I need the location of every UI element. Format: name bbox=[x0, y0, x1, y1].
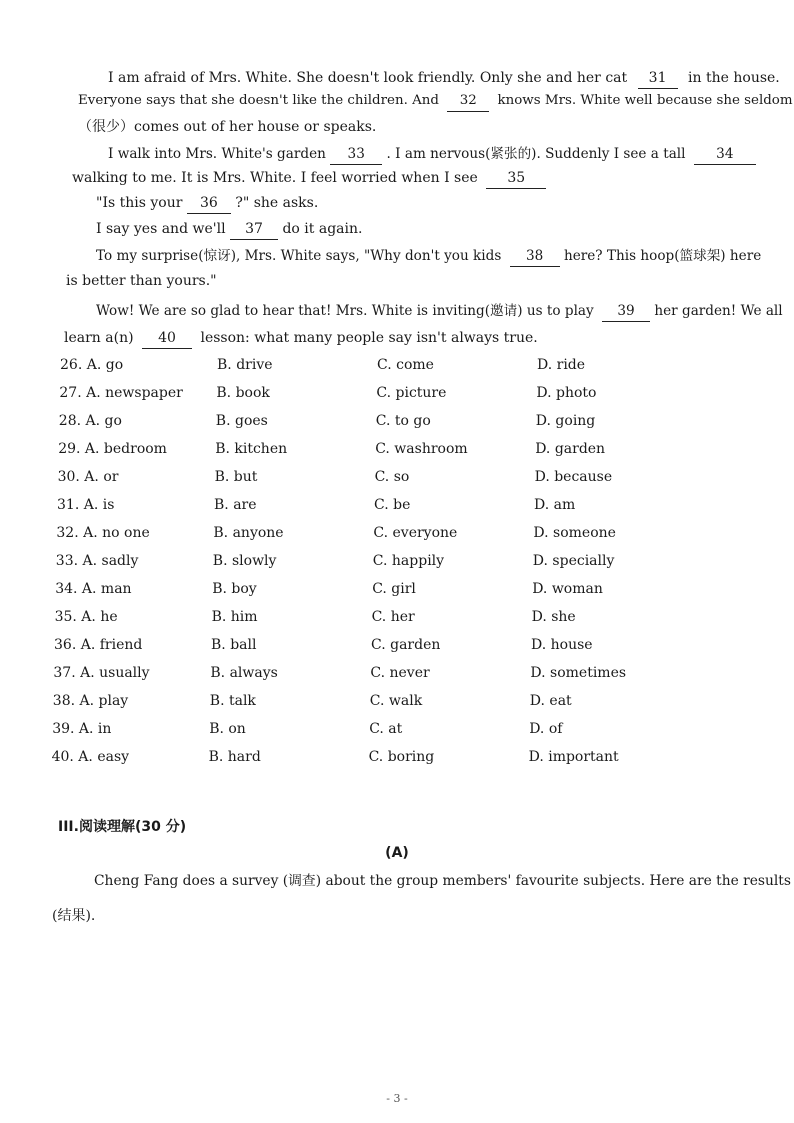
blank-34: 34 bbox=[694, 144, 756, 165]
option-c: C. picture bbox=[376, 385, 447, 401]
option-c: C. happily bbox=[372, 553, 445, 569]
option-a: 28. A. go bbox=[58, 413, 122, 429]
question-row bbox=[0, 553, 794, 575]
option-d: D. photo bbox=[536, 385, 597, 401]
option-c: C. washroom bbox=[375, 441, 468, 457]
option-d: D. of bbox=[529, 721, 563, 737]
option-c: C. be bbox=[374, 497, 411, 513]
option-a: 36. A. friend bbox=[54, 637, 143, 653]
option-b: B. on bbox=[209, 721, 246, 737]
question-row bbox=[0, 581, 794, 603]
passage-line-8: To my surprise(惊讶), Mrs. White says, "Why don't you kids 38 here? This hoop(篮球架) here bbox=[96, 246, 761, 267]
passage-line-6: "Is this your 36 ?" she asks. bbox=[96, 193, 318, 214]
option-a: 32. A. no one bbox=[56, 525, 150, 541]
blank-40: 40 bbox=[142, 328, 192, 349]
passage-line-7: I say yes and we'll 37 do it again. bbox=[96, 219, 362, 240]
option-a: 40. A. easy bbox=[51, 749, 130, 765]
option-a: 26. A. go bbox=[60, 357, 124, 373]
option-d: D. specially bbox=[532, 553, 615, 569]
passage-line-9: is better than yours." bbox=[66, 273, 217, 289]
option-c: C. at bbox=[369, 721, 403, 737]
question-row bbox=[0, 749, 794, 771]
option-c: C. come bbox=[377, 357, 434, 373]
option-c: C. boring bbox=[368, 749, 435, 765]
passage-line-2: Everyone says that she doesn't like the children. And 32 knows Mrs. White well because she seldom bbox=[78, 91, 793, 112]
option-d: D. because bbox=[534, 469, 613, 485]
option-b: B. hard bbox=[208, 749, 261, 765]
option-a: 38. A. play bbox=[52, 693, 129, 709]
question-row bbox=[0, 693, 794, 715]
question-row bbox=[0, 665, 794, 687]
option-a: 27. A. newspaper bbox=[59, 385, 183, 401]
passage-line-11: learn a(n) 40 lesson: what many people say isn't always true. bbox=[64, 328, 538, 349]
reading-line-2: (结果). bbox=[52, 908, 96, 924]
question-row bbox=[0, 357, 794, 379]
option-d: D. she bbox=[531, 609, 576, 625]
option-a: 29. A. bedroom bbox=[58, 441, 167, 457]
question-row bbox=[0, 413, 794, 435]
option-b: B. ball bbox=[211, 637, 257, 653]
passage-line-5: walking to me. It is Mrs. White. I feel worried when I see 35 bbox=[72, 168, 546, 189]
option-d: D. garden bbox=[535, 441, 606, 457]
option-d: D. going bbox=[535, 413, 596, 429]
option-a: 31. A. is bbox=[57, 497, 115, 513]
option-c: C. walk bbox=[369, 693, 423, 709]
option-c: C. everyone bbox=[373, 525, 458, 541]
option-c: C. her bbox=[371, 609, 415, 625]
option-b: B. talk bbox=[209, 693, 256, 709]
blank-38: 38 bbox=[510, 246, 560, 267]
option-b: B. him bbox=[211, 609, 258, 625]
question-row bbox=[0, 609, 794, 631]
option-b: B. book bbox=[216, 385, 270, 401]
section-heading: III.阅读理解(30 分) bbox=[58, 819, 187, 835]
option-c: C. so bbox=[374, 469, 410, 485]
question-row bbox=[0, 525, 794, 547]
blank-39: 39 bbox=[602, 301, 650, 322]
option-b: B. slowly bbox=[212, 553, 277, 569]
passage-line-10: Wow! We are so glad to hear that! Mrs. White is inviting(邀请) us to play 39 her garden! We all bbox=[96, 301, 783, 322]
option-a: 34. A. man bbox=[55, 581, 132, 597]
option-a: 35. A. he bbox=[54, 609, 118, 625]
option-b: B. are bbox=[214, 497, 257, 513]
passage-line-4: I walk into Mrs. White's garden 33 . I am nervous(紧张的). Suddenly I see a tall 34 bbox=[108, 144, 756, 165]
option-d: D. eat bbox=[529, 693, 572, 709]
passage-line-3: （很少）comes out of her house or speaks. bbox=[78, 119, 377, 135]
option-b: B. anyone bbox=[213, 525, 284, 541]
passage-line-1: I am afraid of Mrs. White. She doesn't look friendly. Only she and her cat 31 in the house. bbox=[108, 68, 780, 89]
blank-36: 36 bbox=[187, 193, 231, 214]
option-c: C. to go bbox=[375, 413, 431, 429]
option-d: D. house bbox=[531, 637, 593, 653]
reading-line-1: Cheng Fang does a survey (调查) about the group members' favourite subjects. Here are the results bbox=[94, 873, 791, 889]
option-d: D. am bbox=[534, 497, 576, 513]
question-row bbox=[0, 385, 794, 407]
option-a: 33. A. sadly bbox=[55, 553, 139, 569]
option-d: D. important bbox=[528, 749, 619, 765]
question-row bbox=[0, 497, 794, 519]
option-a: 37. A. usually bbox=[53, 665, 150, 681]
option-b: B. goes bbox=[215, 413, 268, 429]
blank-33: 33 bbox=[330, 144, 382, 165]
question-row bbox=[0, 469, 794, 491]
option-d: D. woman bbox=[532, 581, 603, 597]
option-b: B. always bbox=[210, 665, 278, 681]
question-row bbox=[0, 441, 794, 463]
option-d: D. someone bbox=[533, 525, 616, 541]
option-b: B. drive bbox=[217, 357, 273, 373]
option-a: 30. A. or bbox=[57, 469, 119, 485]
option-c: C. never bbox=[370, 665, 430, 681]
option-d: D. sometimes bbox=[530, 665, 627, 681]
option-c: C. girl bbox=[372, 581, 416, 597]
blank-32: 32 bbox=[447, 91, 489, 112]
part-heading: (A) bbox=[385, 845, 409, 861]
question-row bbox=[0, 637, 794, 659]
page-number: - 3 - bbox=[386, 1092, 408, 1105]
blank-31: 31 bbox=[638, 68, 678, 89]
blank-37: 37 bbox=[230, 219, 278, 240]
option-b: B. but bbox=[214, 469, 258, 485]
option-b: B. boy bbox=[212, 581, 257, 597]
blank-35: 35 bbox=[486, 168, 546, 189]
option-a: 39. A. in bbox=[52, 721, 112, 737]
option-b: B. kitchen bbox=[215, 441, 288, 457]
option-c: C. garden bbox=[371, 637, 441, 653]
option-d: D. ride bbox=[537, 357, 586, 373]
question-row bbox=[0, 721, 794, 743]
